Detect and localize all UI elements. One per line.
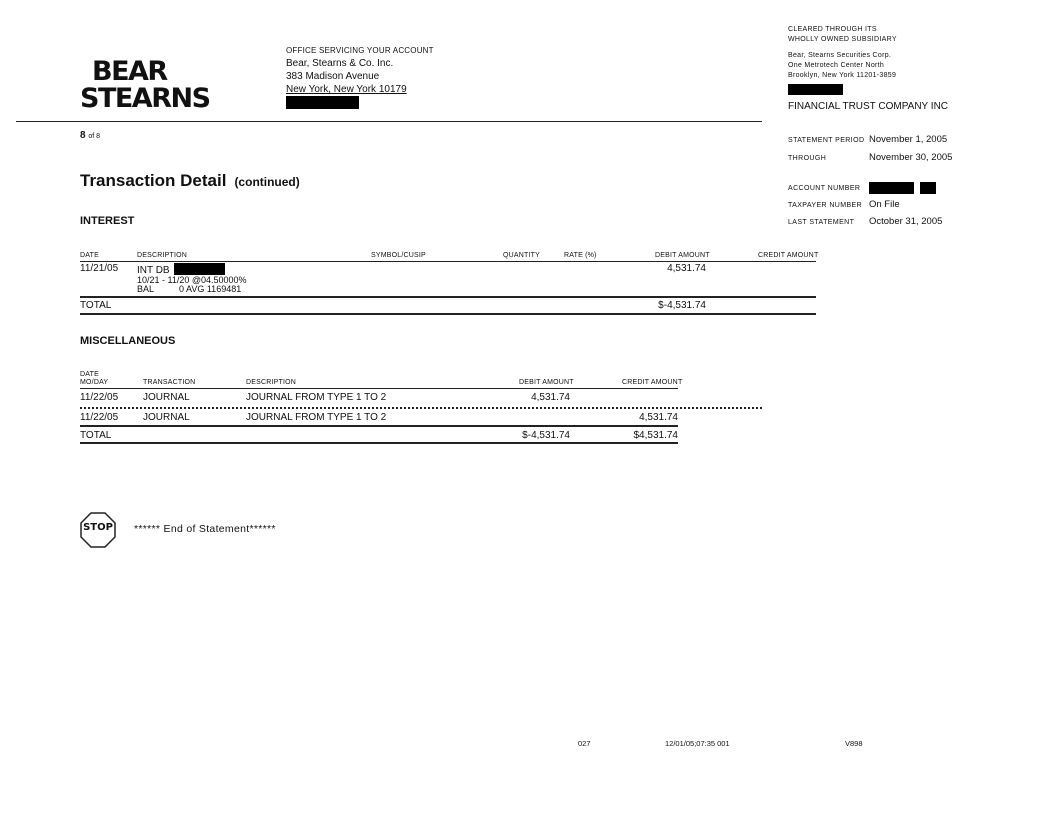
col-quantity: QUANTITY (503, 252, 540, 259)
account-holder-name: FINANCIAL TRUST COMPANY INC (788, 101, 949, 112)
redaction-block (286, 96, 359, 109)
misc-total-rule-bottom (80, 442, 678, 444)
taxpayer-label: TAXPAYER NUMBER (788, 202, 863, 209)
interest-row-debit: 4,531.74 (667, 263, 706, 274)
interest-total-label: TOTAL (80, 300, 112, 311)
misc-row2-credit: 4,531.74 (639, 412, 678, 423)
office-caption: OFFICE SERVICING YOUR ACCOUNT (286, 46, 434, 55)
interest-row-desc3a: BAL (137, 284, 155, 294)
title-main: Transaction Detail (80, 171, 227, 190)
misc-total-credit: $4,531.74 (633, 430, 678, 441)
interest-row-desc3b: 0 AVG 1169481 (179, 284, 242, 294)
misc-row1-date: 11/22/05 (80, 392, 119, 403)
interest-desc-text: INT DB (137, 265, 170, 276)
misc-total-debit: $-4,531.74 (522, 430, 570, 441)
misc-col-description: DESCRIPTION (246, 379, 297, 386)
misc-col-transaction: TRANSACTION (143, 379, 196, 386)
redaction-block (869, 182, 914, 194)
misc-total-rule-top (80, 425, 678, 427)
last-statement-value: October 31, 2005 (869, 216, 943, 227)
stop-sign-icon (80, 512, 116, 553)
redaction-block (920, 182, 936, 194)
period-value: November 1, 2005 (869, 134, 948, 145)
col-credit: CREDIT AMOUNT (758, 252, 819, 259)
misc-header-rule (80, 388, 678, 389)
interest-row-date: 11/21/05 (80, 263, 119, 274)
footer-code-3: V898 (845, 739, 863, 748)
office-address (286, 44, 434, 113)
page-title (80, 171, 300, 191)
office-line-1: Bear, Stearns & Co. Inc. (286, 58, 394, 69)
end-of-statement: ****** End of Statement****** (134, 523, 276, 535)
interest-heading: INTEREST (80, 215, 135, 227)
misc-col-date1: DATE (80, 371, 99, 378)
misc-col-date2: MO/DAY (80, 379, 109, 386)
col-date: DATE (80, 252, 99, 259)
through-value: November 30, 2005 (869, 152, 953, 163)
page-number (80, 130, 100, 141)
stop-sign-label: STOP (83, 522, 113, 533)
misc-col-credit: CREDIT AMOUNT (622, 379, 683, 386)
through-label: THROUGH (788, 155, 827, 162)
interest-total-rule-top (80, 296, 816, 298)
redaction-block (174, 263, 225, 275)
interest-total-debit: $-4,531.74 (658, 300, 706, 311)
misc-row1-transaction: JOURNAL (143, 392, 190, 403)
page-current: 8 (80, 130, 86, 141)
misc-row2-description: JOURNAL FROM TYPE 1 TO 2 (246, 412, 387, 423)
office-line-3: New York, New York 10179 (286, 84, 407, 95)
logo-line-2: STEARNS (80, 83, 210, 114)
misc-col-debit: DEBIT AMOUNT (519, 379, 574, 386)
taxpayer-value: On File (869, 199, 900, 210)
clearing-info (788, 25, 897, 99)
clearing-line-2: WHOLLY OWNED SUBSIDIARY (788, 36, 897, 43)
redaction-block (788, 84, 843, 95)
clearing-line-3: Bear, Stearns Securities Corp. (788, 52, 892, 59)
account-label: ACCOUNT NUMBER (788, 185, 861, 192)
footer-code-2: 12/01/05;07:35 001 (665, 739, 730, 748)
col-debit: DEBIT AMOUNT (655, 252, 710, 259)
clearing-line-1: CLEARED THROUGH ITS (788, 26, 877, 33)
col-rate: RATE (%) (564, 252, 597, 259)
interest-row-desc2: 10/21 - 11/20 @04.50000% (137, 275, 247, 285)
interest-header-rule (80, 261, 816, 262)
logo-line-1: BEAR (92, 56, 167, 87)
interest-total-rule-bottom (80, 313, 816, 315)
misc-heading: MISCELLANEOUS (80, 335, 176, 347)
clearing-line-4: One Metrotech Center North (788, 62, 885, 69)
title-sub: (continued) (234, 175, 300, 189)
clearing-line-5: Brooklyn, New York 11201-3859 (788, 72, 897, 79)
misc-row1-debit: 4,531.74 (531, 392, 570, 403)
misc-total-label: TOTAL (80, 430, 112, 441)
bear-stearns-logo (80, 58, 210, 112)
misc-row1-description: JOURNAL FROM TYPE 1 TO 2 (246, 392, 387, 403)
period-label: STATEMENT PERIOD (788, 137, 865, 144)
col-symbol: SYMBOL/CUSIP (371, 252, 426, 259)
col-description: DESCRIPTION (137, 252, 188, 259)
last-statement-label: LAST STATEMENT (788, 219, 855, 226)
office-line-2: 383 Madison Avenue (286, 71, 380, 82)
misc-row2-date: 11/22/05 (80, 412, 119, 423)
page-of: of 8 (88, 133, 101, 140)
misc-row2-transaction: JOURNAL (143, 412, 190, 423)
header-divider (16, 121, 762, 122)
footer-code-1: 027 (578, 739, 591, 748)
misc-row-separator (80, 407, 762, 409)
